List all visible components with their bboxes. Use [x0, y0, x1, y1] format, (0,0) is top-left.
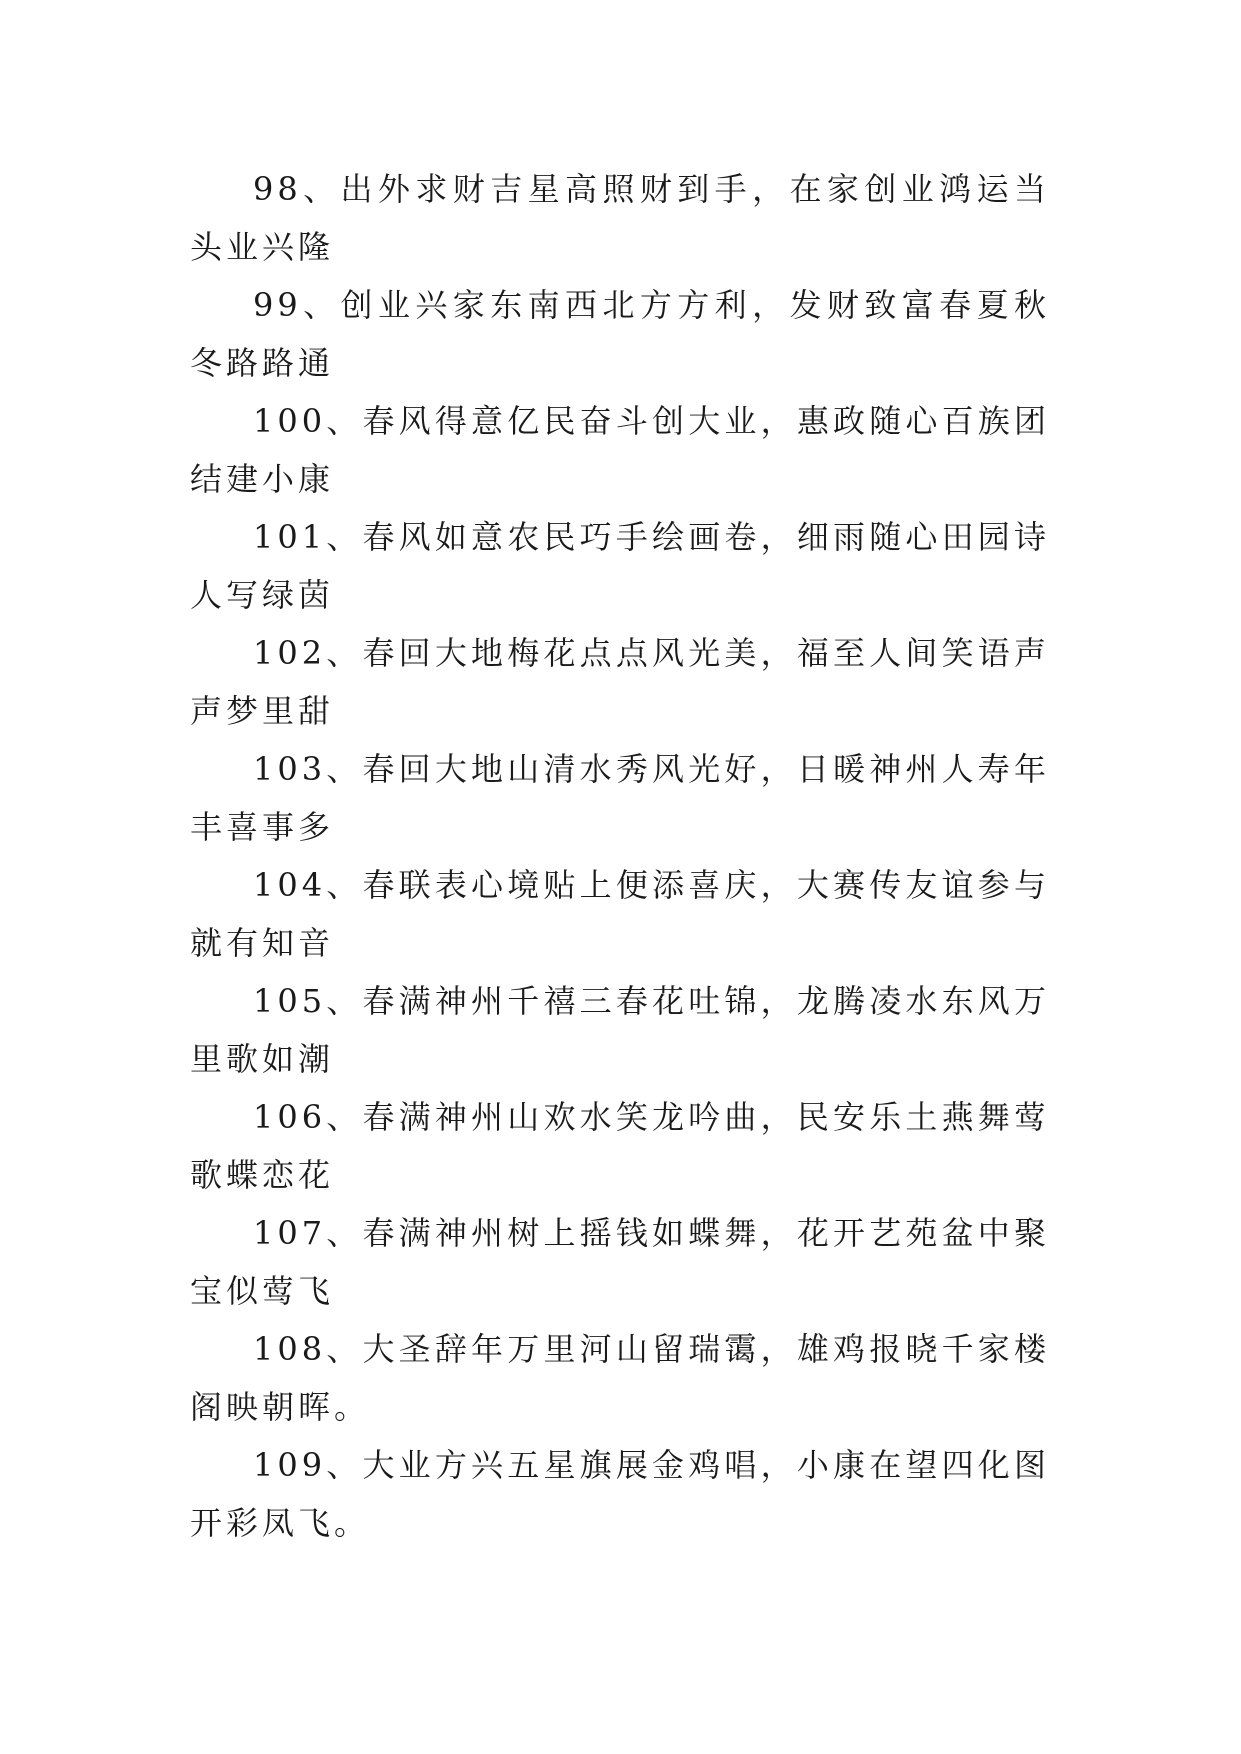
- couplet-entry-104: 104、春联表心境贴上便添喜庆，大赛传友谊参与就有知音: [190, 866, 1050, 962]
- couplet-entry-98: 98、出外求财吉星高照财到手，在家创业鸿运当头业兴隆: [190, 170, 1050, 266]
- couplet-entry-103: 103、春回大地山清水秀风光好，日暖神州人寿年丰喜事多: [190, 750, 1050, 846]
- couplet-entry-108: 108、大圣辞年万里河山留瑞霭，雄鸡报晓千家楼阁映朝晖。: [190, 1330, 1050, 1426]
- couplet-entry-105: 105、春满神州千禧三春花吐锦，龙腾凌水东风万里歌如潮: [190, 982, 1050, 1078]
- couplet-entry-102: 102、春回大地梅花点点风光美，福至人间笑语声声梦里甜: [190, 634, 1050, 730]
- couplet-entry-100: 100、春风得意亿民奋斗创大业，惠政随心百族团结建小康: [190, 402, 1050, 498]
- couplet-entry-106: 106、春满神州山欢水笑龙吟曲，民安乐土燕舞莺歌蝶恋花: [190, 1098, 1050, 1194]
- document-body: [190, 160, 1050, 1552]
- couplet-entry-107: 107、春满神州树上摇钱如蝶舞，花开艺苑盆中聚宝似莺飞: [190, 1214, 1050, 1310]
- couplet-entry-99: 99、创业兴家东南西北方方利，发财致富春夏秋冬路路通: [190, 286, 1050, 382]
- couplet-entry-101: 101、春风如意农民巧手绘画卷，细雨随心田园诗人写绿茵: [190, 518, 1050, 614]
- couplet-entry-109: 109、大业方兴五星旗展金鸡唱，小康在望四化图开彩凤飞。: [190, 1446, 1050, 1542]
